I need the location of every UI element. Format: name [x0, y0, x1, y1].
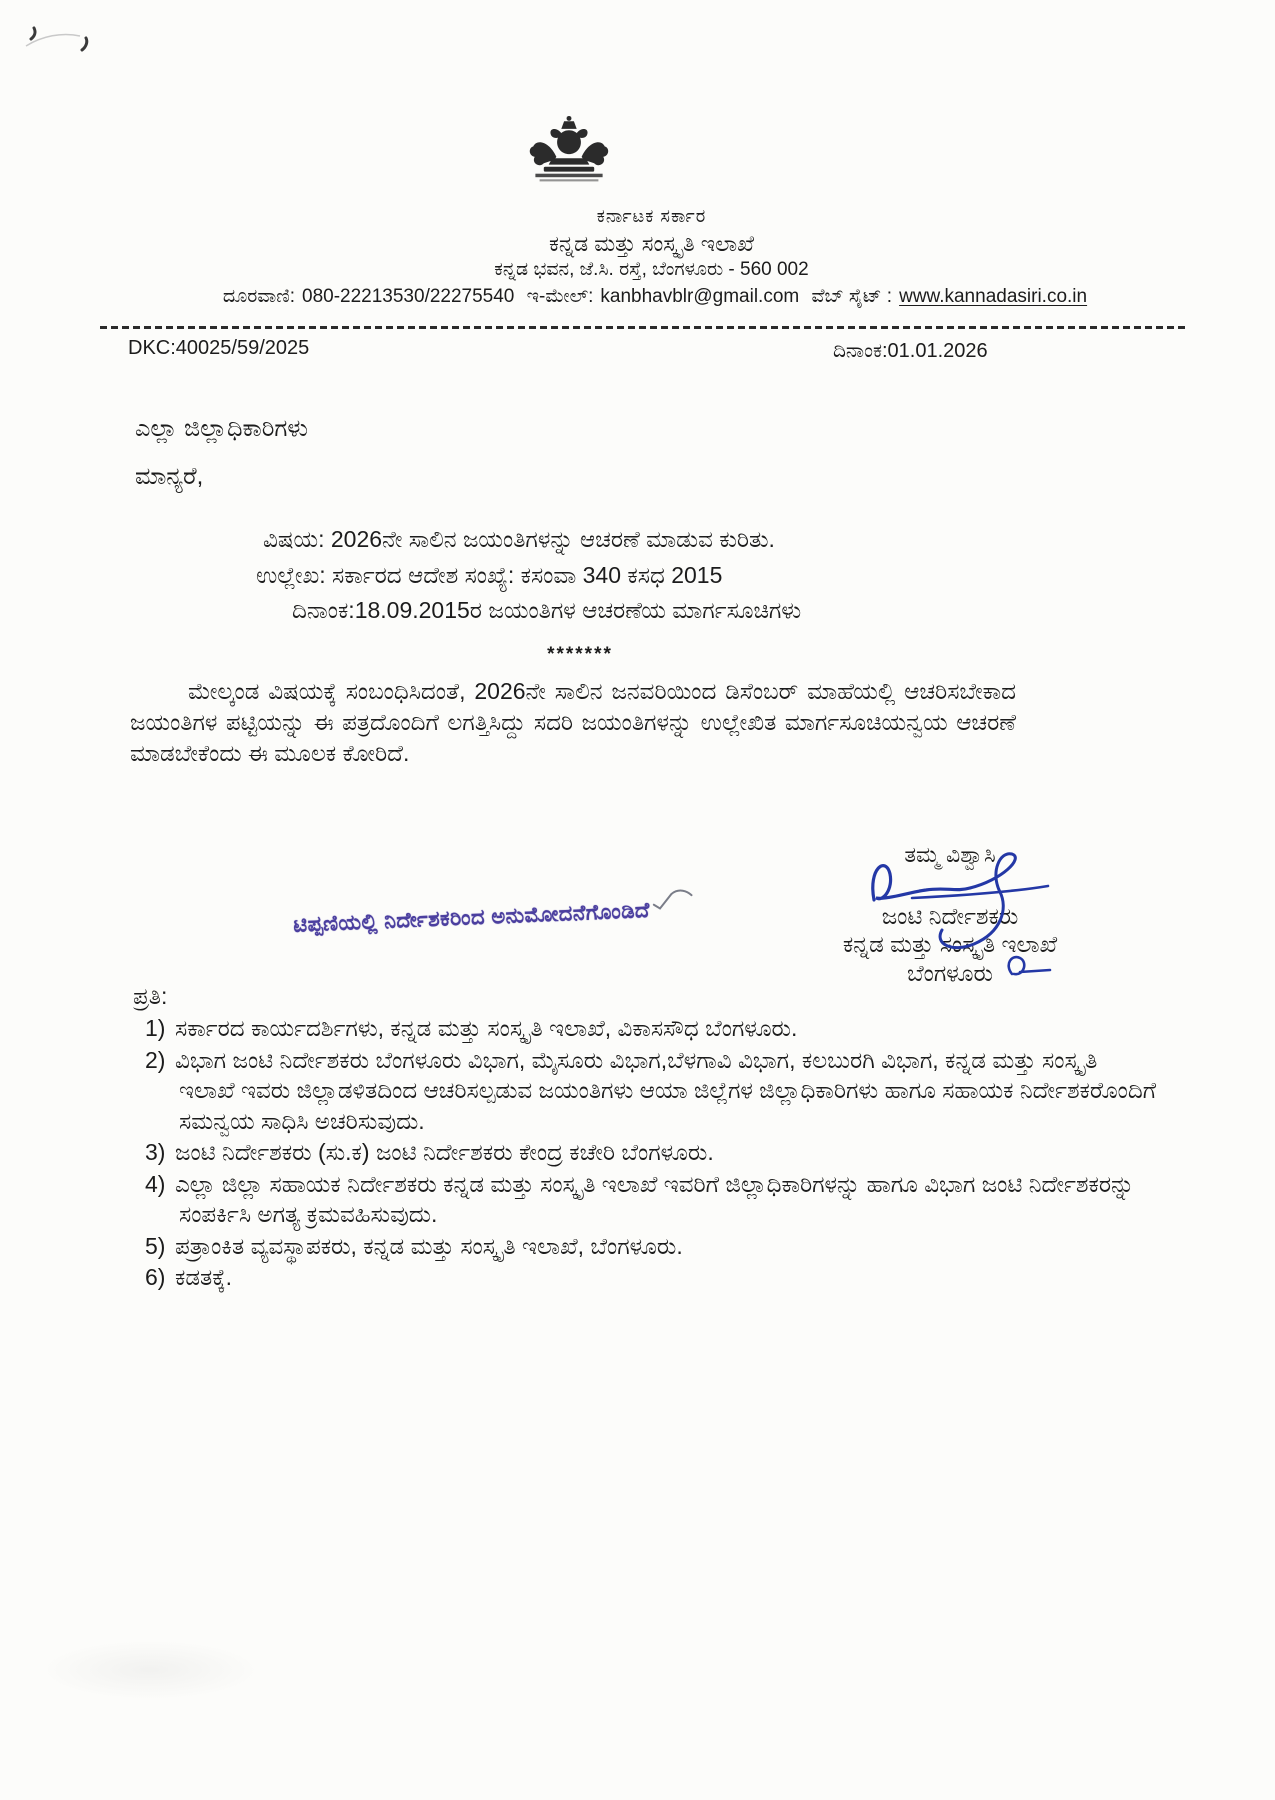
scan-smudge: [40, 1640, 260, 1700]
ink-mark: [22, 12, 112, 62]
reference-line: ಉಲ್ಲೇಖ: ಸರ್ಕಾರದ ಆದೇಶ ಸಂಖ್ಯೆ: ಕಸಂವಾ 340 ಕಸಧ 2015: [256, 562, 723, 588]
copy-item-4: [145, 1169, 1157, 1230]
department-name: ಕನ್ನಡ ಮತ್ತು ಸಂಸ್ಕೃತಿ ಇಲಾಖೆ: [548, 231, 754, 256]
star-separator: *******: [547, 644, 613, 665]
government-name: ಕರ್ನಾಟಕ ಸರ್ಕಾರ: [596, 206, 707, 226]
copy-item-number: 5): [145, 1232, 166, 1259]
website-label: ವೆಬ್ ಸೈಟ್ :: [811, 286, 893, 307]
copy-item-text: ವಿಭಾಗ ಜಂಟಿ ನಿರ್ದೇಶಕರು ಬೆಂಗಳೂರು ವಿಭಾಗ, ಮೈಸೂರು ವಿಭಾಗ,ಬೆಳಗಾವಿ ವಿಭಾಗ, ಕಲಬುರಗಿ ವಿಭಾಗ, ಕನ್ನಡ ಮತ್ತು ಸಂಸ್ಕೃತಿ ಇಲಾಖೆ ಇವರು ಜಿಲ್ಲಾಡಳಿತದಿಂದ ಆಚರಿಸಲ್ಪಡುವ ಜಯಂತಿಗಳು ಆಯಾ ಜಿಲ್ಲೆಗಳ ಜಿಲ್ಲಾಧಿಕಾರಿಗಳು ಹಾಗೂ ಸಹಾಯಕ ನಿರ್ದೇಶಕರೊಂದಿಗೆ ಸಮನ್ವಯ ಸಾಧಿಸಿ ಅಚರಿಸುವುದು.: [175, 1046, 1157, 1134]
approval-tick-mark: [651, 887, 694, 911]
copy-item-3: [145, 1137, 1157, 1168]
signatory-place: ಬೆಂಗಳೂರು: [907, 960, 993, 986]
signatory-department: ಕನ್ನಡ ಮತ್ತು ಸಂಸ್ಕೃತಿ ಇಲಾಖೆ: [842, 931, 1058, 957]
letter-date: ದಿನಾಂಕ:01.01.2026: [833, 340, 988, 362]
reference-number: DKC:40025/59/2025: [128, 337, 310, 359]
contact-line: [14, 286, 1275, 308]
ink-scribble: [1000, 952, 1056, 986]
approval-stamp: [292, 884, 763, 938]
copy-item-number: 4): [145, 1170, 166, 1197]
copy-item-text: ಎಲ್ಲಾ ಜಿಲ್ಲಾ ಸಹಾಯಕ ನಿರ್ದೇಶಕರು ಕನ್ನಡ ಮತ್ತು ಸಂಸ್ಕೃತಿ ಇಲಾಖೆ ಇವರಿಗೆ ಜಿಲ್ಲಾಧಿಕಾರಿಗಳನ್ನು ಹಾಗೂ ವಿಭಾಗ ಜಂಟಿ ನಿರ್ದೇಶಕರನ್ನು ಸಂಪರ್ಕಿಸಿ ಅಗತ್ಯ ಕ್ರಮವಹಿಸುವುದು.: [175, 1170, 1135, 1227]
karnataka-emblem-icon: [527, 110, 611, 194]
copy-item-text: ಕಡತಕ್ಕೆ.: [175, 1264, 233, 1290]
email-label: ಇ-ಮೇಲ್:: [526, 286, 594, 307]
signatory-designation: ಜಂಟಿ ನಿರ್ದೇಶಕರು: [881, 903, 1019, 929]
guideline-date-line: ದಿನಾಂಕ:18.09.2015ರ ಜಯಂತಿಗಳ ಆಚರಣೆಯ ಮಾರ್ಗಸೂಚಿಗಳು: [292, 597, 802, 623]
office-address: ಕನ್ನಡ ಭವನ, ಜೆ.ಸಿ. ರಸ್ತೆ, ಬೆಂಗಳೂರು - 560 002: [494, 259, 809, 280]
phone-number: 080-22213530/22275540: [302, 286, 515, 307]
closing-phrase: ತಮ್ಮ ವಿಶ್ವಾಸಿ: [904, 842, 996, 867]
dashed-divider: [100, 326, 1187, 329]
subject-line: ವಿಷಯ: 2026ನೇ ಸಾಲಿನ ಜಯಂತಿಗಳನ್ನು ಆಚರಣೆ ಮಾಡುವ ಕುರಿತು.: [263, 526, 775, 552]
email-address: kanbhavblr@gmail.com: [600, 286, 800, 307]
copies-label: ಪ್ರತಿ:: [133, 983, 168, 1009]
copy-item-text: ಜಂಟಿ ನಿರ್ದೇಶಕರು (ಸು.ಕ) ಜಂಟಿ ನಿರ್ದೇಶಕರು ಕೇಂದ್ರ ಕಚೇರಿ ಬೆಂಗಳೂರು.: [175, 1139, 714, 1165]
copy-item-6: [145, 1262, 1157, 1293]
addressee: ಎಲ್ಲಾ ಜಿಲ್ಲಾಧಿಕಾರಿಗಳು: [135, 415, 309, 442]
copy-item-number: 2): [145, 1046, 166, 1073]
signature-ink: [852, 848, 1068, 966]
copy-item-5: [145, 1231, 1157, 1262]
greeting: ಮಾನ್ಯರೆ,: [135, 463, 204, 490]
copy-item-2: [145, 1045, 1157, 1137]
copy-item-text: ಪತ್ರಾಂಕಿತ ವ್ಯವಸ್ಥಾಪಕರು, ಕನ್ನಡ ಮತ್ತು ಸಂಸ್ಕೃತಿ ಇಲಾಖೆ, ಬೆಂಗಳೂರು.: [175, 1232, 683, 1259]
phone-label: ದೂರವಾಣಿ:: [222, 286, 295, 307]
copy-item-number: 6): [145, 1264, 166, 1290]
copy-item-text: ಸರ್ಕಾರದ ಕಾರ್ಯದರ್ಶಿಗಳು, ಕನ್ನಡ ಮತ್ತು ಸಂಸ್ಕೃತಿ ಇಲಾಖೆ, ವಿಕಾಸಸೌಧ ಬೆಂಗಳೂರು.: [175, 1015, 798, 1041]
website-url: www.kannadasiri.co.in: [899, 286, 1088, 307]
body-paragraph: ಮೇಲ್ಕಂಡ ವಿಷಯಕ್ಕೆ ಸಂಬಂಧಿಸಿದಂತೆ, 2026ನೇ ಸಾಲಿನ ಜನವರಿಯಿಂದ ಡಿಸೆಂಬರ್ ಮಾಹೆಯಲ್ಲಿ ಆಚರಿಸಬೇಕಾದ ಜಯಂತಿಗಳ ಪಟ್ಟಿಯನ್ನು ಈ ಪತ್ರದೊಂದಿಗೆ ಲಗತ್ತಿಸಿದ್ದು ಸದರಿ ಜಯಂತಿಗಳನ್ನು ಉಲ್ಲೇಖಿತ ಮಾರ್ಗಸೂಚಿಯನ್ವಯ ಆಚರಣೆ ಮಾಡಬೇಕೆಂದು ಈ ಮೂಲಕ ಕೋರಿದೆ.: [130, 678, 1016, 766]
copy-item-1: [145, 1013, 1157, 1044]
copies-list: [145, 1013, 1157, 1294]
copy-item-number: 1): [145, 1015, 166, 1041]
copy-item-number: 3): [145, 1139, 166, 1165]
approval-stamp-text: ಟಿಪ್ಪಣಿಯಲ್ಲಿ ನಿರ್ದೇಶಕರಿಂದ ಅನುಮೋದನೆಗೊಂಡಿದೆ: [292, 898, 651, 937]
